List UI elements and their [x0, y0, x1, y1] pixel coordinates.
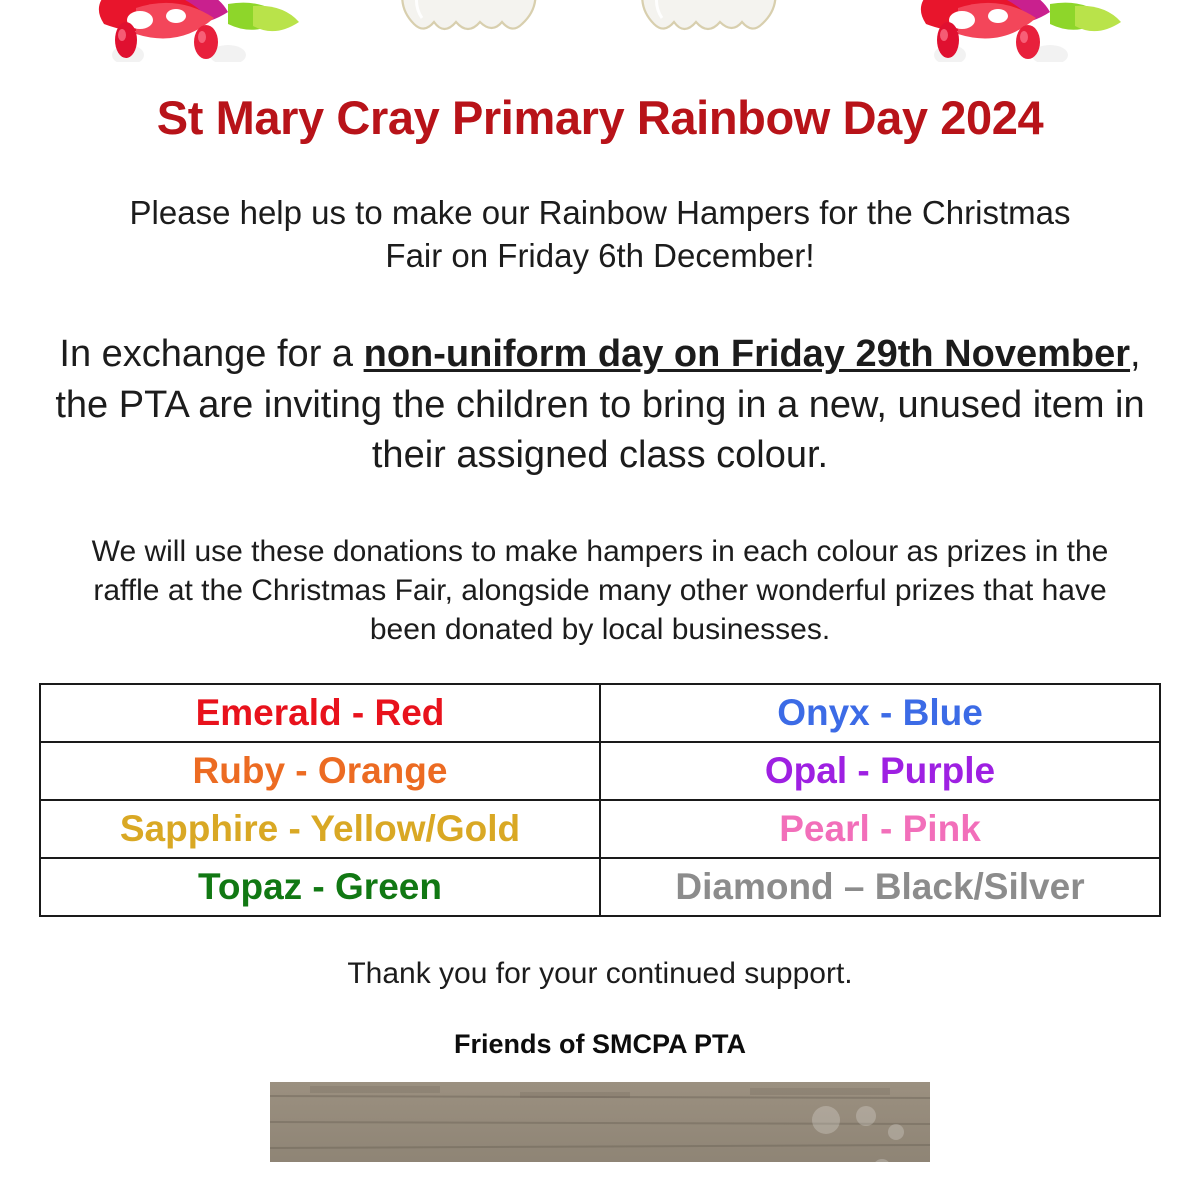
exchange-text-before: In exchange for a	[59, 333, 364, 376]
decorative-banner	[0, 0, 1200, 62]
rainbow-hampers-photo	[270, 1082, 930, 1162]
non-uniform-day-emphasis: non-uniform day on Friday 29th November	[363, 333, 1131, 376]
class-cell-pearl: Pearl - Pink	[600, 800, 1160, 858]
rainbow-hampers-image	[270, 1082, 930, 1162]
intro-paragraph: Please help us to make our Rainbow Hampers for the Christmas Fair on Friday 6th December!	[129, 193, 1071, 274]
class-cell-opal: Opal - Purple	[600, 742, 1160, 800]
class-cell-emerald: Emerald - Red	[40, 684, 600, 742]
class-colour-table	[39, 683, 1161, 917]
cloud-right-icon	[630, 0, 820, 56]
class-cell-onyx: Onyx - Blue	[600, 684, 1160, 742]
class-cell-ruby: Ruby - Orange	[40, 742, 600, 800]
class-cell-sapphire: Sapphire - Yellow/Gold	[40, 800, 600, 858]
exchange-paragraph	[45, 329, 1155, 479]
pta-signoff: Friends of SMCPA PTA	[453, 1028, 746, 1059]
class-cell-topaz: Topaz - Green	[40, 858, 600, 916]
class-cell-diamond: Diamond – Black/Silver	[600, 858, 1160, 916]
page-title: St Mary Cray Primary Rainbow Day 2024	[156, 91, 1044, 144]
table-row	[40, 742, 1160, 800]
table-row	[40, 800, 1160, 858]
table-row	[40, 684, 1160, 742]
cloud-left-icon	[390, 0, 580, 56]
holly-berry-flower-right-icon	[900, 0, 1130, 62]
table-row	[40, 858, 1160, 916]
class-colour-table-body	[40, 684, 1160, 916]
holly-berry-flower-left-icon	[78, 0, 308, 62]
raffle-paragraph: We will use these donations to make hampers in each colour as prizes in the raffle at the Christmas Fair, alongside many other wonderful prizes that have been donated by local businesses.	[91, 534, 1109, 646]
exchange-text-after: , the PTA are inviting the children to bring in a new, unused item in their assigned class colour.	[55, 333, 1145, 476]
thanks-text: Thank you for your continued support.	[347, 956, 853, 990]
